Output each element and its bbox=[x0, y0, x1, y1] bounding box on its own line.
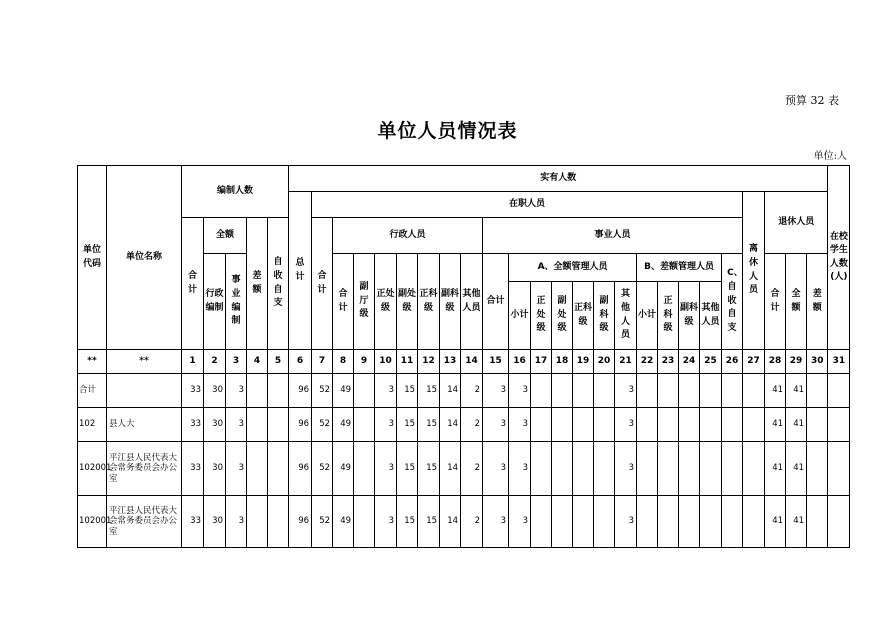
value-cell: 3 bbox=[615, 408, 637, 442]
header-sec-deputy: 副科级 bbox=[440, 254, 461, 350]
value-cell bbox=[573, 496, 594, 548]
column-number: 5 bbox=[268, 350, 289, 374]
header-ret-diff: 差额 bbox=[807, 254, 828, 350]
value-cell bbox=[573, 408, 594, 442]
value-cell bbox=[594, 496, 615, 548]
value-cell bbox=[743, 408, 765, 442]
value-cell bbox=[637, 442, 658, 496]
header-adm-total: 合计 bbox=[333, 254, 354, 350]
header-b-diff: B、差额管理人员 bbox=[637, 254, 722, 282]
unit-label: 单位:人 bbox=[813, 151, 847, 162]
value-cell bbox=[594, 408, 615, 442]
value-cell: 14 bbox=[440, 374, 461, 408]
value-cell: 3 bbox=[509, 374, 531, 408]
value-cell bbox=[268, 374, 289, 408]
value-cell: 3 bbox=[483, 442, 509, 496]
value-cell: 96 bbox=[289, 374, 312, 408]
page-title: 单位人员情况表 bbox=[377, 120, 518, 142]
value-cell bbox=[552, 496, 573, 548]
header-div-deputy: 副处级 bbox=[397, 254, 418, 350]
value-cell: 3 bbox=[226, 408, 247, 442]
value-cell: 3 bbox=[375, 496, 397, 548]
value-cell: 30 bbox=[204, 374, 226, 408]
header-inst-personnel: 事业人员 bbox=[483, 218, 743, 254]
unit-code-cell: 102001 bbox=[78, 442, 107, 496]
column-number: 27 bbox=[743, 350, 765, 374]
value-cell: 15 bbox=[397, 496, 418, 548]
value-cell: 3 bbox=[483, 408, 509, 442]
value-cell: 33 bbox=[182, 374, 204, 408]
value-cell bbox=[531, 374, 552, 408]
value-cell: 3 bbox=[509, 408, 531, 442]
header-admin-staff: 行政编制 bbox=[204, 254, 226, 350]
value-cell: 3 bbox=[483, 496, 509, 548]
value-cell: 30 bbox=[204, 408, 226, 442]
column-number: 17 bbox=[531, 350, 552, 374]
header-in-service: 在职人员 bbox=[312, 192, 743, 218]
column-number: 19 bbox=[573, 350, 594, 374]
value-cell bbox=[573, 442, 594, 496]
table-row bbox=[78, 496, 850, 548]
unit-name-cell: 平江县人民代表大会常务委员会办公室 bbox=[107, 496, 182, 548]
value-cell bbox=[807, 442, 828, 496]
unit-code-cell: 102 bbox=[78, 408, 107, 442]
column-number: 10 bbox=[375, 350, 397, 374]
column-number: 23 bbox=[658, 350, 679, 374]
header-total-all: 总计 bbox=[289, 192, 312, 350]
value-cell bbox=[247, 442, 268, 496]
value-cell bbox=[722, 442, 743, 496]
value-cell bbox=[679, 374, 700, 408]
header-other: 其他人员 bbox=[461, 254, 483, 350]
value-cell: 52 bbox=[312, 442, 333, 496]
header-students: 在校学生人数(人) bbox=[828, 166, 850, 350]
column-number: 18 bbox=[552, 350, 573, 374]
value-cell: 33 bbox=[182, 408, 204, 442]
value-cell: 15 bbox=[397, 374, 418, 408]
header-a-full: A、全额管理人员 bbox=[509, 254, 637, 282]
value-cell bbox=[637, 374, 658, 408]
header-deputy-bureau: 副厅级 bbox=[354, 254, 375, 350]
value-cell bbox=[247, 408, 268, 442]
value-cell: 52 bbox=[312, 408, 333, 442]
header-full-quota: 全额 bbox=[204, 218, 247, 254]
value-cell bbox=[573, 374, 594, 408]
column-number: 22 bbox=[637, 350, 658, 374]
column-number: 1 bbox=[182, 350, 204, 374]
column-number: 13 bbox=[440, 350, 461, 374]
header-a-sec-chief: 正科级 bbox=[573, 282, 594, 350]
value-cell: 30 bbox=[204, 496, 226, 548]
column-number: 14 bbox=[461, 350, 483, 374]
value-cell bbox=[743, 496, 765, 548]
unit-code-cell: 合计 bbox=[78, 374, 107, 408]
value-cell bbox=[700, 408, 722, 442]
table-row bbox=[78, 442, 850, 496]
column-number: 29 bbox=[786, 350, 807, 374]
value-cell bbox=[743, 442, 765, 496]
value-cell: 15 bbox=[397, 408, 418, 442]
column-number: 26 bbox=[722, 350, 743, 374]
header-actual: 实有人数 bbox=[289, 166, 828, 192]
header-b-sub: 小计 bbox=[637, 282, 658, 350]
value-cell: 3 bbox=[615, 496, 637, 548]
value-cell: 41 bbox=[765, 408, 786, 442]
value-cell: 3 bbox=[226, 496, 247, 548]
column-number: 28 bbox=[765, 350, 786, 374]
column-number: 30 bbox=[807, 350, 828, 374]
value-cell: 49 bbox=[333, 442, 354, 496]
value-cell bbox=[658, 408, 679, 442]
value-cell: 52 bbox=[312, 496, 333, 548]
header-c-self: C、自收自支 bbox=[722, 254, 743, 350]
header-diff: 差额 bbox=[247, 218, 268, 350]
value-cell: 41 bbox=[765, 496, 786, 548]
table-row bbox=[78, 408, 850, 442]
value-cell bbox=[828, 442, 850, 496]
column-number: ** bbox=[78, 350, 107, 374]
value-cell: 49 bbox=[333, 496, 354, 548]
value-cell bbox=[247, 496, 268, 548]
value-cell: 96 bbox=[289, 496, 312, 548]
column-number: 12 bbox=[418, 350, 440, 374]
value-cell bbox=[828, 496, 850, 548]
header-ret-full: 全额 bbox=[786, 254, 807, 350]
column-number: 31 bbox=[828, 350, 850, 374]
value-cell: 52 bbox=[312, 374, 333, 408]
unit-name-cell: 平江县人民代表大会常务委员会办公室 bbox=[107, 442, 182, 496]
value-cell: 3 bbox=[226, 374, 247, 408]
value-cell bbox=[658, 442, 679, 496]
column-number: 20 bbox=[594, 350, 615, 374]
value-cell bbox=[268, 496, 289, 548]
value-cell bbox=[679, 496, 700, 548]
value-cell: 3 bbox=[375, 374, 397, 408]
column-number: 15 bbox=[483, 350, 509, 374]
value-cell bbox=[268, 442, 289, 496]
value-cell: 41 bbox=[765, 374, 786, 408]
value-cell bbox=[531, 442, 552, 496]
value-cell: 3 bbox=[615, 374, 637, 408]
column-number: 7 bbox=[312, 350, 333, 374]
unit-code-cell: 102001 bbox=[78, 496, 107, 548]
header-a-div-chief: 正处级 bbox=[531, 282, 552, 350]
value-cell: 14 bbox=[440, 496, 461, 548]
header-div-chief: 正处级 bbox=[375, 254, 397, 350]
value-cell: 2 bbox=[461, 442, 483, 496]
value-cell bbox=[531, 496, 552, 548]
column-number-row bbox=[78, 350, 850, 374]
value-cell: 49 bbox=[333, 408, 354, 442]
value-cell: 96 bbox=[289, 408, 312, 442]
value-cell bbox=[658, 374, 679, 408]
header-authorized: 编制人数 bbox=[182, 166, 289, 218]
value-cell: 14 bbox=[440, 442, 461, 496]
value-cell bbox=[594, 442, 615, 496]
value-cell bbox=[722, 408, 743, 442]
value-cell bbox=[807, 374, 828, 408]
header-in-total: 合计 bbox=[312, 218, 333, 350]
value-cell bbox=[354, 408, 375, 442]
value-cell: 15 bbox=[418, 496, 440, 548]
value-cell bbox=[658, 496, 679, 548]
unit-name-cell: 县人大 bbox=[107, 408, 182, 442]
value-cell bbox=[531, 408, 552, 442]
header-a-div-deputy: 副处级 bbox=[552, 282, 573, 350]
unit-name-cell bbox=[107, 374, 182, 408]
value-cell: 2 bbox=[461, 408, 483, 442]
header-code: 单位代码 bbox=[78, 166, 107, 350]
value-cell: 96 bbox=[289, 442, 312, 496]
column-number: 2 bbox=[204, 350, 226, 374]
value-cell: 15 bbox=[418, 374, 440, 408]
value-cell bbox=[722, 374, 743, 408]
value-cell: 15 bbox=[418, 442, 440, 496]
value-cell: 3 bbox=[375, 442, 397, 496]
value-cell: 3 bbox=[615, 442, 637, 496]
header-ret-total: 合计 bbox=[765, 254, 786, 350]
value-cell bbox=[828, 374, 850, 408]
header-retired-left: 离休人员 bbox=[743, 192, 765, 350]
value-cell: 3 bbox=[509, 496, 531, 548]
value-cell: 41 bbox=[765, 442, 786, 496]
value-cell: 49 bbox=[333, 374, 354, 408]
value-cell: 2 bbox=[461, 374, 483, 408]
value-cell bbox=[807, 496, 828, 548]
header-retired: 退休人员 bbox=[765, 192, 828, 254]
value-cell bbox=[268, 408, 289, 442]
value-cell: 3 bbox=[509, 442, 531, 496]
column-number: 6 bbox=[289, 350, 312, 374]
value-cell bbox=[828, 408, 850, 442]
header-b-other: 其他人员 bbox=[700, 282, 722, 350]
header-b-sec-deputy: 副科级 bbox=[679, 282, 700, 350]
value-cell bbox=[354, 374, 375, 408]
value-cell bbox=[552, 408, 573, 442]
value-cell: 33 bbox=[182, 442, 204, 496]
value-cell bbox=[637, 408, 658, 442]
column-number: 16 bbox=[509, 350, 531, 374]
header-inst-staff: 事业编制 bbox=[226, 254, 247, 350]
value-cell bbox=[700, 442, 722, 496]
value-cell bbox=[247, 374, 268, 408]
header-admin-personnel: 行政人员 bbox=[333, 218, 483, 254]
value-cell bbox=[807, 408, 828, 442]
value-cell: 41 bbox=[786, 408, 807, 442]
value-cell: 14 bbox=[440, 408, 461, 442]
form-number: 预算 32 表 bbox=[785, 94, 839, 107]
value-cell bbox=[594, 374, 615, 408]
header-self-funded: 自收自支 bbox=[268, 218, 289, 350]
table-row bbox=[78, 374, 850, 408]
value-cell: 3 bbox=[226, 442, 247, 496]
column-number: 24 bbox=[679, 350, 700, 374]
column-number: 8 bbox=[333, 350, 354, 374]
value-cell bbox=[679, 408, 700, 442]
header-a-other: 其他人员 bbox=[615, 282, 637, 350]
header-inst-total: 合计 bbox=[483, 254, 509, 350]
value-cell bbox=[637, 496, 658, 548]
value-cell: 3 bbox=[483, 374, 509, 408]
column-number: 21 bbox=[615, 350, 637, 374]
value-cell bbox=[743, 374, 765, 408]
header-b-sec-chief: 正科级 bbox=[658, 282, 679, 350]
value-cell: 33 bbox=[182, 496, 204, 548]
header-sec-chief: 正科级 bbox=[418, 254, 440, 350]
header-name: 单位名称 bbox=[107, 166, 182, 350]
value-cell bbox=[552, 374, 573, 408]
value-cell: 2 bbox=[461, 496, 483, 548]
value-cell: 15 bbox=[418, 408, 440, 442]
column-number: 9 bbox=[354, 350, 375, 374]
column-number: ** bbox=[107, 350, 182, 374]
value-cell: 30 bbox=[204, 442, 226, 496]
value-cell bbox=[679, 442, 700, 496]
value-cell bbox=[354, 442, 375, 496]
value-cell: 41 bbox=[786, 496, 807, 548]
header-subtotal: 合计 bbox=[182, 218, 204, 350]
column-number: 11 bbox=[397, 350, 418, 374]
column-number: 3 bbox=[226, 350, 247, 374]
column-number: 4 bbox=[247, 350, 268, 374]
column-number: 25 bbox=[700, 350, 722, 374]
value-cell bbox=[700, 374, 722, 408]
header-a-sec-deputy: 副科级 bbox=[594, 282, 615, 350]
value-cell: 41 bbox=[786, 442, 807, 496]
staff-table bbox=[77, 165, 850, 548]
value-cell: 3 bbox=[375, 408, 397, 442]
value-cell bbox=[700, 496, 722, 548]
value-cell bbox=[552, 442, 573, 496]
value-cell bbox=[354, 496, 375, 548]
value-cell bbox=[722, 496, 743, 548]
value-cell: 41 bbox=[786, 374, 807, 408]
header-a-sub: 小计 bbox=[509, 282, 531, 350]
value-cell: 15 bbox=[397, 442, 418, 496]
